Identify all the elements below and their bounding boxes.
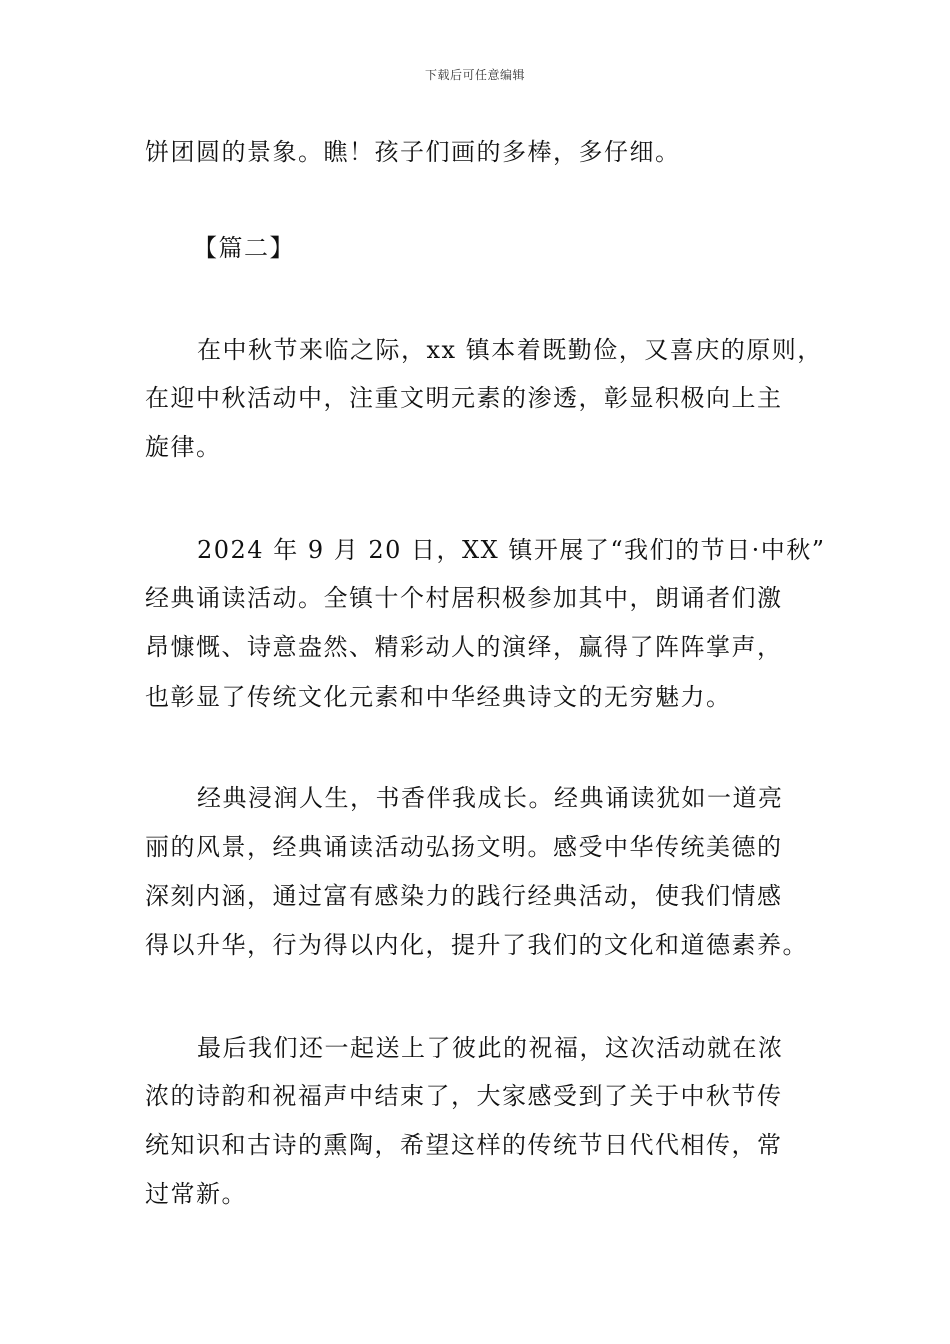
paragraph-line: 丽的风景，经典诵读活动弘扬文明。感受中华传统美德的 [145, 833, 783, 861]
paragraph-line: 过常新。 [145, 1180, 247, 1208]
paragraph-line: 最后我们还一起送上了彼此的祝福，这次活动就在浓 [197, 1034, 784, 1062]
paragraph-line: 得以升华，行为得以内化，提升了我们的文化和道德素养。 [145, 931, 808, 959]
paragraph-line: 经典浸润人生，书香伴我成长。经典诵读犹如一道亮 [197, 784, 784, 812]
paragraph-line: 昂慷慨、诗意盎然、精彩动人的演绎，赢得了阵阵掌声， [145, 633, 783, 661]
paragraph-line: 深刻内涵，通过富有感染力的践行经典活动，使我们情感 [145, 882, 783, 910]
paragraph-line: 饼团圆的景象。瞧！孩子们画的多棒，多仔细。 [145, 138, 681, 166]
paragraph-line: 也彰显了传统文化元素和中华经典诗文的无穷魅力。 [145, 683, 732, 711]
section-heading: 【篇二】 [193, 234, 295, 262]
paragraph-line: 2024 年 9 月 20 日，XX 镇开展了“我们的节日·中秋” [197, 536, 826, 564]
paragraph-line: 在中秋节来临之际，xx 镇本着既勤俭，又喜庆的原则， [197, 336, 823, 364]
paragraph-line: 统知识和古诗的熏陶，希望这样的传统节日代代相传，常 [145, 1131, 783, 1159]
paragraph-line: 旋律。 [145, 433, 222, 461]
paragraph-line: 浓的诗韵和祝福声中结束了，大家感受到了关于中秋节传 [145, 1082, 783, 1110]
paragraph-line: 在迎中秋活动中，注重文明元素的渗透，彰显积极向上主 [145, 384, 783, 412]
paragraph-line: 经典诵读活动。全镇十个村居积极参加其中，朗诵者们激 [145, 584, 783, 612]
page-header: 下载后可任意编辑 [424, 68, 525, 82]
